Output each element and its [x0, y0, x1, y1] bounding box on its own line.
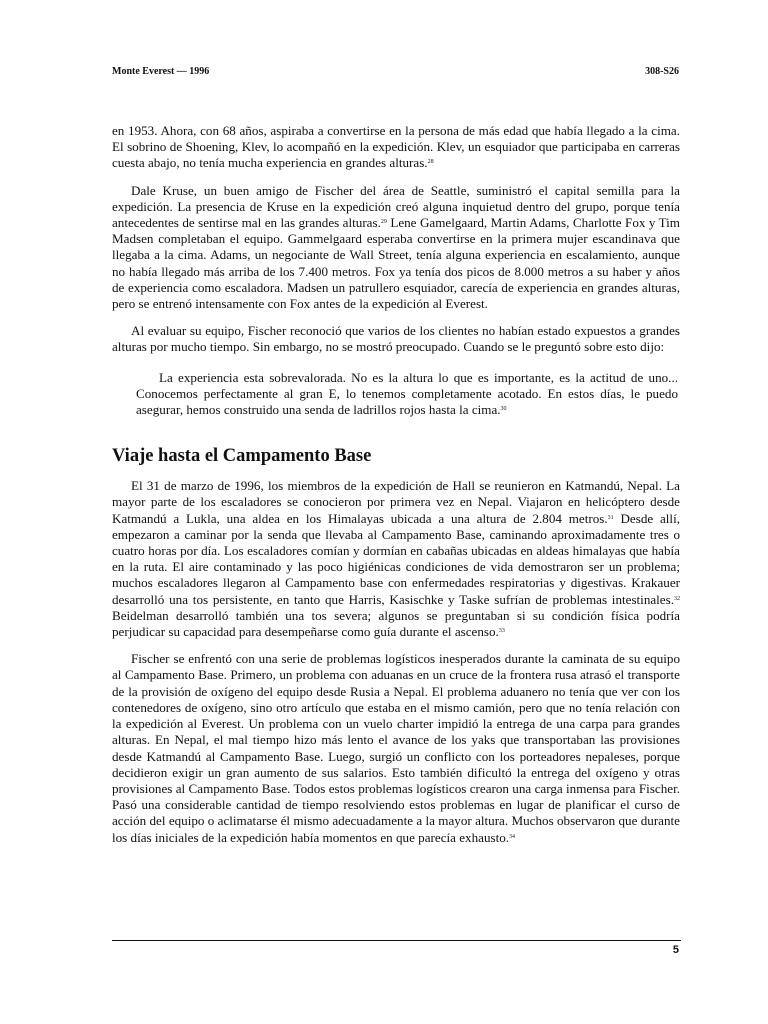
section-heading: Viaje hasta el Campamento Base — [112, 446, 372, 467]
footer-divider — [112, 940, 681, 941]
footnote-ref: 29 — [380, 219, 387, 226]
footnote-ref: 31 — [607, 514, 614, 521]
footnote-ref: 33 — [498, 628, 505, 635]
paragraph-kruse: Dale Kruse, un buen amigo de Fischer del área de Seattle, suministró el capital semilla para la expedición. La presencia de Kruse en la expedición creó alguna inquietud dentro del grupo, porque tenía antecedentes de sentirse mal en las grandes alturas.$^{29}$ Lene Gamelgaard, Martin Adams, Charlotte Fox y Tim Madsen completaban el equipo. Gammelgaard esperaba convertirse en la primera mujer escandinava que llegaba a la cima. Adams, un negociante de Wall Street, tenía alguna experiencia en escalamiento, aunque no había llegado más arriba de los 7.400 metros. Fox ya tenía dos picos de 8.000 metros a su haber y años de experiencia como escaladora. Madsen un patrullero esquiador, carecía de experiencia en grandes alturas, pero se entrenó intensamente con Fox antes de la expedición al Everest. — [112, 182, 680, 312]
footnote-ref: 30 — [500, 406, 507, 413]
footnote-ref: 32 — [674, 595, 680, 602]
paragraph-continued: en 1953. Ahora, con 68 años, aspiraba a convertirse en la persona de más edad que había llegado a la cima. El sobrino de Shoening, Klev, lo acompañó en la expedición. Klev, un esquiador que participaba en carreras cuesta abajo, no tenía mucha experiencia en grandes alturas.$^{28}$ — [112, 123, 680, 171]
block-quote: La experiencia esta sobrevalorada. No es la altura lo que es importante, es la actitud de uno... Conocemos perfectamente al gran E, lo tenemos completamente acotado. En estos días, le puedo asegurar, hemos construido una senda de ladrillos rojos hasta la cima.$^{30}$ — [136, 369, 678, 418]
page-body — [112, 123, 680, 857]
footnote-ref: 34 — [509, 833, 516, 840]
header-case-code: 308-S26 — [645, 66, 679, 77]
header-title: Monte Everest — 1996 — [112, 66, 210, 77]
paragraph-logistics: Fischer se enfrentó con una serie de problemas logísticos inesperados durante la caminata de su equipo al Campamento Base. Primero, un problema con aduanas en un cruce de la frontera rusa atrasó el transporte de la provisión de oxígeno del equipo desde Rusia a Nepal. El problema aduanero no tenía que ver con los contenedores de oxígeno, sino otro artículo que estaba en el mismo camión, pero que no tenía relación con la expedición al Everest. Un problema con un vuelo charter impidió la entrega de una carpa para grandes alturas. En Nepal, el mal tiempo hizo más lento el avance de los yaks que transportaban las provisiones desde Katmandú al Campamento Base. Luego, surgió un conflicto con los porteadores nepaleses, porque decidieron exigir un gran aumento de sus salarios. Esto también dificultó la entrega del oxígeno y otras provisiones al Campamento Base. Todos estos problemas logísticos crearon una carga inmensa para Fischer. Pasó una considerable cantidad de tiempo resolviendo estos problemas en lugar de planificar el curso de acción del equipo o aclimatarse él mismo adecuadamente a la mayor altura. Muchos observaron que durante los días iniciales de la expedición había momentos en que parecía exhausto.$^{34}$ — [112, 651, 680, 845]
paragraph-trip: El 31 de marzo de 1996, los miembros de la expedición de Hall se reunieron en Katmandú, Nepal. La mayor parte de los escaladores se conocieron por primera vez en Nepal. Viajaron en helicóptero desde Katmandú a Lukla, una aldea en los Himalayas ubicada a una altura de 2.804 metros.$^{31}$ Desde allí, empezaron a caminar por la senda que llevaba al Campamento Base, caminando aproximadamente tres o cuatro horas por día. Los escaladores comían y dormían en cabañas ubicadas en aldeas himalayas que había en la ruta. El aire contaminado y las poco higiénicas condiciones de vida demostraron ser un problema; muchos escaladores llegaron al Campamento base con enfermedades respiratorias y digestivas. Krakauer desarrolló una tos persistente, en tanto que Harris, Kasischke y Taske sufrían de problemas intestinales.$^{32}$ Beidelman desarrolló también una tos severa; algunos se preguntaban si su condición física podría perjudicar su capacidad para desempeñarse como guía durante el ascenso.$^{33}$ — [112, 478, 680, 640]
running-header — [112, 66, 679, 77]
page-number: 5 — [672, 944, 679, 956]
paragraph-evaluation: Al evaluar su equipo, Fischer reconoció que varios de los clientes no habían estado expuestos a grandes alturas por mucho tiempo. Sin embargo, no se mostró preocupado. Cuando se le preguntó sobre esto dijo: — [112, 323, 680, 355]
footnote-ref: 28 — [427, 159, 434, 166]
